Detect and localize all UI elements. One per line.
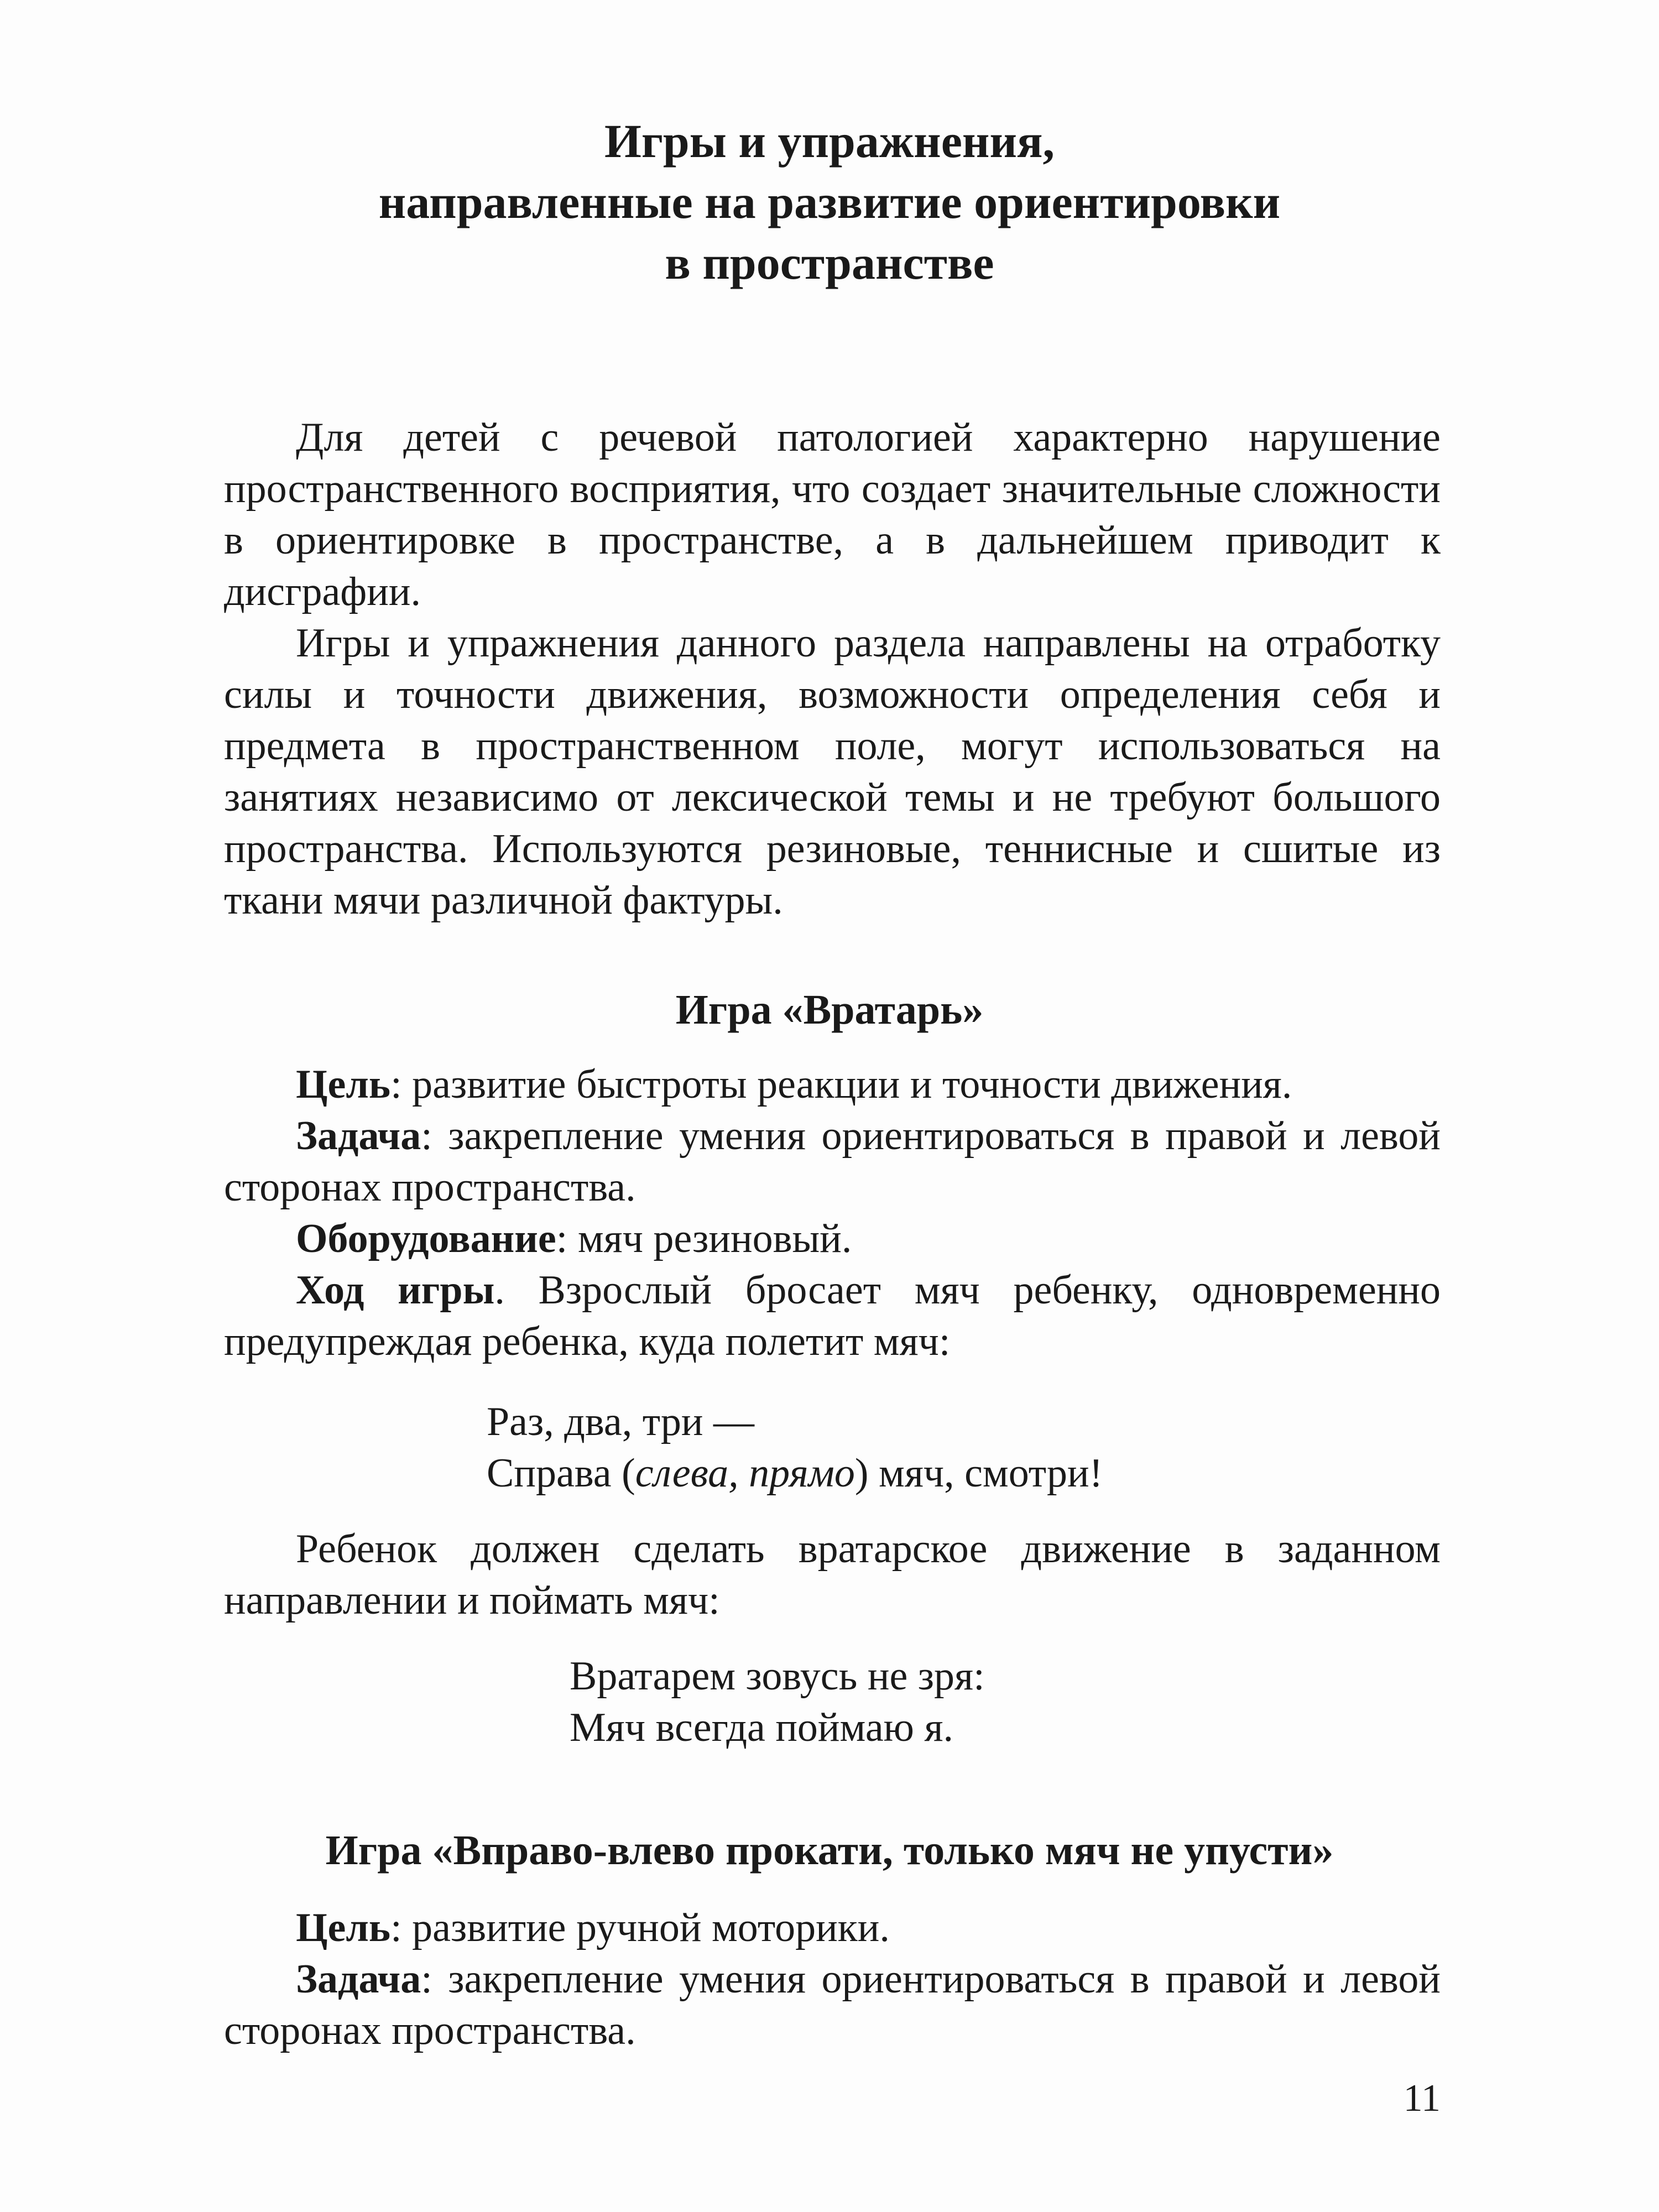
- page-title: [0, 111, 1659, 293]
- intro-section: [224, 412, 1441, 926]
- game2-goal-text: : развитие ручной моторики.: [390, 1905, 890, 1950]
- verse1-line-1: Раз, два, три —: [487, 1399, 755, 1444]
- game2-heading: Игра «Вправо-влево прокати, только мяч не упусти»: [325, 1827, 1334, 1874]
- game1-equipment-text: : мяч резиновый.: [556, 1216, 852, 1261]
- verse2-line-1: Вратарем зовусь не зря:: [570, 1653, 985, 1699]
- game1-verse-2: [570, 1651, 985, 1754]
- game1-goal-text: : развитие быстроты реакции и точности движения.: [390, 1062, 1292, 1107]
- page-number: 11: [1403, 2077, 1441, 2120]
- verse1-line-2-start: Справа (: [487, 1451, 635, 1496]
- game1-course: [224, 1265, 1441, 1368]
- game1-task: [224, 1110, 1441, 1213]
- game2-task: [224, 1954, 1441, 2057]
- game1-after: [224, 1524, 1441, 1626]
- game1-goal: [224, 1059, 1441, 1110]
- game2-task-label: Задача: [296, 1957, 421, 2002]
- title-line-3: в пространстве: [665, 236, 994, 289]
- verse1-line-2: [487, 1448, 1103, 1499]
- verse1-line-2-italic: слева, прямо: [635, 1451, 855, 1496]
- game1-task-text: : закрепление умения ориентироваться в правой и левой сторонах пространства.: [224, 1113, 1441, 1210]
- verse2-line-2: Мяч всегда поймаю я.: [570, 1705, 954, 1750]
- game1-equipment-label: Оборудование: [296, 1216, 556, 1261]
- game1-equipment: [224, 1213, 1441, 1265]
- game2-goal-label: Цель: [296, 1905, 391, 1950]
- intro-paragraph-2: Игры и упражнения данного раздела направлены на отработку силы и точности движения, возможности определения себя и предмета в пространственном поле, могут использоваться на занятиях независимо от лексической темы и не требуют большого пространства. Используются резиновые, теннисные и сшитые из ткани мячи различной фактуры.: [224, 620, 1441, 923]
- game1-task-label: Задача: [296, 1113, 421, 1159]
- game2-goal: [224, 1902, 1441, 1954]
- intro-paragraph-1: Для детей с речевой патологией характерно нарушение пространственного восприятия, что создает значительные сложности в ориентировке в пространстве, а в дальнейшем приводит к дисграфии.: [224, 415, 1441, 614]
- verse1-line-2-end: ) мяч, смотри!: [854, 1451, 1103, 1496]
- title-line-2: направленные на развитие ориентировки: [378, 175, 1281, 228]
- title-line-1: Игры и упражнения,: [604, 114, 1055, 168]
- game2-section: [224, 1902, 1441, 2057]
- game1-course-text: . Взрослый бросает мяч ребенку, одновременно предупреждая ребенка, куда полетит мяч:: [224, 1267, 1441, 1364]
- game1-goal-label: Цель: [296, 1062, 391, 1107]
- game1-course-label: Ход игры: [296, 1267, 495, 1313]
- game1-section: [224, 1059, 1441, 1368]
- game1-heading: Игра «Вратарь»: [675, 987, 984, 1033]
- game2-task-text: : закрепление умения ориентироваться в правой и левой сторонах пространства.: [224, 1957, 1441, 2053]
- game1-after-text: Ребенок должен сделать вратарское движение в заданном направлении и поймать мяч:: [224, 1526, 1441, 1623]
- game1-verse-1: [487, 1396, 1103, 1499]
